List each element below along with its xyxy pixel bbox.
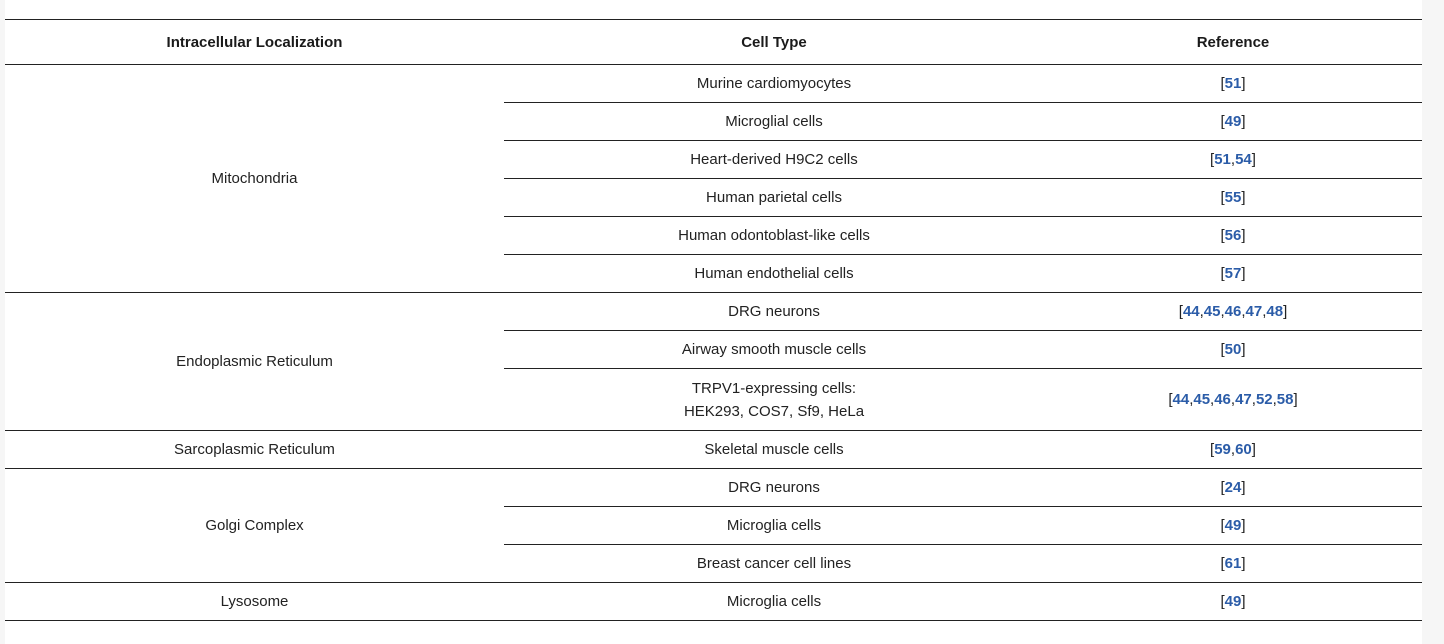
- reference-cell: [1044, 65, 1422, 103]
- reference-link[interactable]: 45: [1193, 391, 1211, 408]
- reference-link[interactable]: 57: [1224, 265, 1242, 282]
- bracket-close: ]: [1293, 391, 1298, 408]
- ref-separator: ,: [1241, 303, 1246, 320]
- ref-separator: ,: [1220, 303, 1225, 320]
- reference-cell: [1044, 369, 1422, 431]
- bracket-open: [: [1220, 227, 1225, 244]
- cell-type-line: DRG neurons: [728, 479, 820, 496]
- cell-type-cell: [504, 217, 1044, 255]
- localization-cell: Lysosome: [5, 583, 504, 621]
- reference-link[interactable]: 56: [1224, 227, 1242, 244]
- cell-type-line: Microglial cells: [725, 113, 823, 130]
- bracket-close: ]: [1241, 265, 1246, 282]
- bracket-open: [: [1220, 113, 1225, 130]
- cell-type-line: TRPV1-expressing cells:: [691, 379, 857, 397]
- localization-cell: Sarcoplasmic Reticulum: [5, 431, 504, 469]
- reference-cell: [1044, 331, 1422, 369]
- bracket-open: [: [1168, 391, 1173, 408]
- reference-cell: [1044, 179, 1422, 217]
- ref-separator: ,: [1251, 391, 1256, 408]
- cell-type-cell: [504, 369, 1044, 431]
- reference-link[interactable]: 54: [1235, 151, 1252, 168]
- cell-type-cell: [504, 293, 1044, 331]
- reference-cell: [1044, 103, 1422, 141]
- reference-cell: [1044, 293, 1422, 331]
- reference-link[interactable]: 61: [1224, 555, 1242, 572]
- bracket-close: ]: [1241, 555, 1246, 572]
- bracket-open: [: [1220, 479, 1225, 496]
- header-localization: Intracellular Localization: [166, 33, 343, 51]
- reference-link[interactable]: 52: [1255, 391, 1273, 408]
- bracket-close: ]: [1251, 151, 1256, 168]
- localization-cell: Endoplasmic Reticulum: [5, 293, 504, 431]
- ref-separator: ,: [1230, 441, 1236, 458]
- cell-type-cell: [504, 179, 1044, 217]
- reference-cell: [1044, 469, 1422, 507]
- table-row: [5, 65, 1422, 103]
- reference-link[interactable]: 60: [1235, 441, 1252, 458]
- cell-type-line: Microglia cells: [726, 593, 822, 610]
- bracket-close: ]: [1241, 341, 1246, 358]
- header-cell-type: Cell Type: [741, 33, 807, 51]
- reference-link[interactable]: 49: [1224, 517, 1242, 534]
- cell-type-cell: [504, 469, 1044, 507]
- cell-type-line: Microglia cells: [726, 517, 822, 534]
- ref-separator: ,: [1199, 303, 1204, 320]
- bracket-open: [: [1220, 341, 1225, 358]
- reference-link[interactable]: 51: [1214, 151, 1231, 168]
- bracket-close: ]: [1251, 441, 1256, 458]
- reference-link[interactable]: 50: [1224, 341, 1242, 358]
- reference-link[interactable]: 49: [1224, 593, 1242, 610]
- cell-type-line: Human odontoblast-like cells: [678, 227, 870, 244]
- reference-link[interactable]: 47: [1245, 303, 1263, 320]
- bracket-close: ]: [1241, 479, 1246, 496]
- bracket-open: [: [1220, 517, 1225, 534]
- bracket-open: [: [1210, 441, 1215, 458]
- ref-separator: ,: [1262, 303, 1267, 320]
- reference-link[interactable]: 49: [1224, 113, 1242, 130]
- ref-separator: ,: [1272, 391, 1277, 408]
- cell-type-line: Skeletal muscle cells: [704, 441, 844, 458]
- reference-link[interactable]: 45: [1203, 303, 1221, 320]
- cell-type-cell: [504, 331, 1044, 369]
- bracket-open: [: [1220, 593, 1225, 610]
- localization-cell: Golgi Complex: [5, 469, 504, 583]
- reference-link[interactable]: 51: [1224, 75, 1242, 92]
- header-row: [5, 20, 1422, 65]
- reference-link[interactable]: 24: [1224, 479, 1242, 496]
- cell-type-cell: [504, 65, 1044, 103]
- bracket-open: [: [1220, 75, 1225, 92]
- bracket-close: ]: [1241, 593, 1246, 610]
- cell-type-cell: [504, 545, 1044, 583]
- table-row: [5, 583, 1422, 621]
- reference-link[interactable]: 46: [1214, 391, 1231, 408]
- reference-link[interactable]: 46: [1224, 303, 1242, 320]
- reference-cell: [1044, 545, 1422, 583]
- reference-cell: [1044, 507, 1422, 545]
- cell-type-line: Airway smooth muscle cells: [681, 341, 867, 358]
- table-body: [5, 65, 1422, 621]
- localization-table: [5, 19, 1422, 621]
- bracket-close: ]: [1241, 75, 1246, 92]
- reference-link[interactable]: 59: [1214, 441, 1231, 458]
- cell-type-cell: [504, 255, 1044, 293]
- header-reference: Reference: [1196, 33, 1270, 51]
- table-row: [5, 293, 1422, 331]
- cell-type-cell: [504, 583, 1044, 621]
- table-row: [5, 431, 1422, 469]
- bracket-close: ]: [1283, 303, 1288, 320]
- bracket-open: [: [1210, 151, 1215, 168]
- ref-separator: ,: [1189, 391, 1194, 408]
- bracket-close: ]: [1241, 517, 1246, 534]
- cell-type-line: DRG neurons: [728, 303, 820, 320]
- reference-link[interactable]: 44: [1182, 303, 1200, 320]
- table-header: [5, 20, 1422, 65]
- cell-type-line: Heart-derived H9C2 cells: [690, 151, 858, 168]
- bracket-open: [: [1220, 265, 1225, 282]
- reference-cell: [1044, 255, 1422, 293]
- ref-separator: ,: [1210, 391, 1215, 408]
- bracket-open: [: [1220, 189, 1225, 206]
- reference-cell: [1044, 141, 1422, 179]
- reference-cell: [1044, 431, 1422, 469]
- cell-type-line: Human endothelial cells: [694, 265, 854, 282]
- cell-type-cell: [504, 141, 1044, 179]
- bracket-close: ]: [1241, 189, 1246, 206]
- bracket-close: ]: [1241, 227, 1246, 244]
- cell-type-line: HEK293, COS7, Sf9, HeLa: [683, 402, 865, 420]
- bracket-open: [: [1178, 303, 1183, 320]
- reference-link[interactable]: 55: [1224, 189, 1242, 206]
- reference-link[interactable]: 47: [1235, 391, 1252, 408]
- reference-link[interactable]: 48: [1266, 303, 1284, 320]
- cell-type-cell: [504, 507, 1044, 545]
- cell-type-line: Murine cardiomyocytes: [696, 75, 852, 92]
- cell-type-cell: [504, 103, 1044, 141]
- reference-cell: [1044, 583, 1422, 621]
- localization-cell: Mitochondria: [5, 65, 504, 293]
- reference-cell: [1044, 217, 1422, 255]
- table-row: [5, 469, 1422, 507]
- ref-separator: ,: [1230, 391, 1236, 408]
- cell-type-line: Human parietal cells: [706, 189, 842, 206]
- reference-link[interactable]: 44: [1172, 391, 1190, 408]
- reference-link[interactable]: 58: [1276, 391, 1294, 408]
- cell-type-line: Breast cancer cell lines: [696, 555, 852, 572]
- cell-type-cell: [504, 431, 1044, 469]
- bracket-open: [: [1220, 555, 1225, 572]
- bracket-close: ]: [1241, 113, 1246, 130]
- ref-separator: ,: [1230, 151, 1236, 168]
